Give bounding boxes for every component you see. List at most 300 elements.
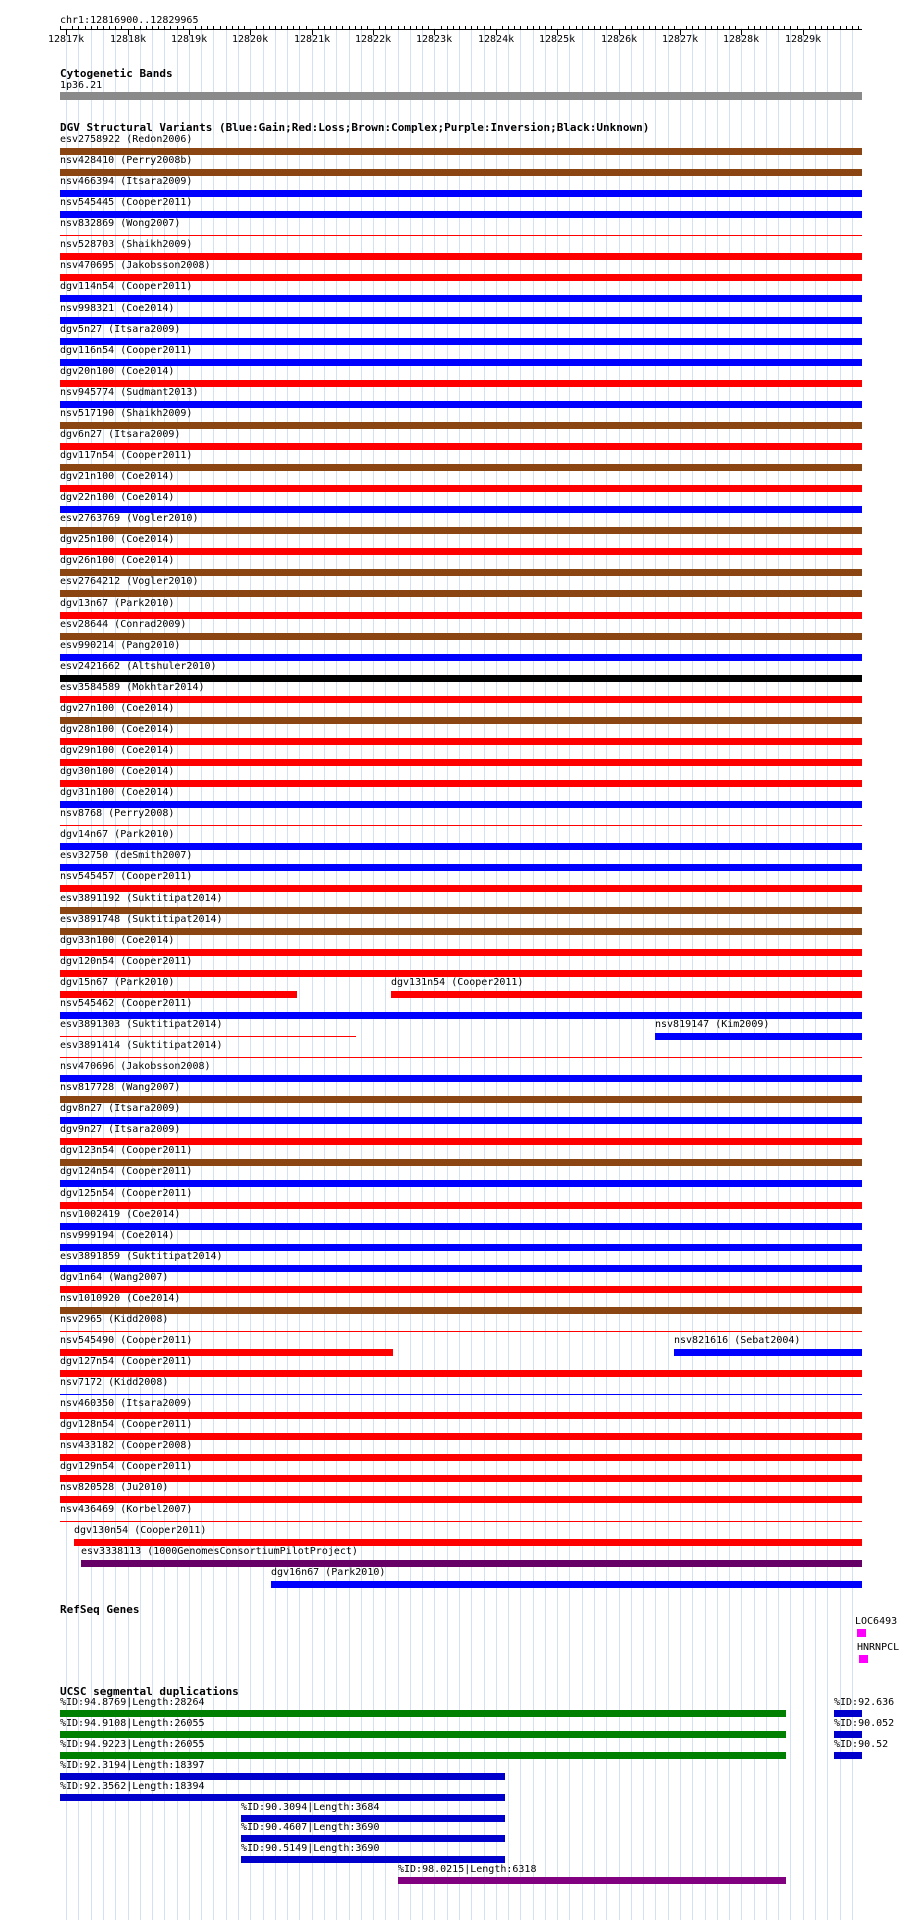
ruler-tick: [72, 26, 73, 29]
ruler-tick: [508, 26, 509, 29]
sv-feature[interactable]: [60, 443, 862, 450]
segdup-feature[interactable]: [398, 1877, 786, 1884]
sv-feature[interactable]: [60, 1202, 862, 1209]
segdup-label: %ID:98.0215|Length:6318: [398, 1864, 537, 1876]
segdup-label: %ID:92.3562|Length:18394: [60, 1780, 205, 1792]
sv-label: dgv123n54 (Cooper2011): [60, 1145, 193, 1157]
gene-label: HNRNPCL: [857, 1642, 899, 1653]
sv-feature[interactable]: [60, 633, 862, 640]
sv-label: nsv999194 (Coe2014): [60, 1229, 175, 1241]
ruler-tick: [263, 26, 264, 29]
ruler-tick: [520, 26, 521, 29]
ruler-tick: [447, 26, 448, 29]
sv-label: dgv26n100 (Coe2014): [60, 555, 175, 567]
sv-label: dgv120n54 (Cooper2011): [60, 955, 193, 967]
sv-label: dgv128n54 (Cooper2011): [60, 1419, 193, 1431]
ruler-tick: [422, 26, 423, 29]
ruler-tick: [177, 26, 178, 29]
ruler-label: 12825k: [539, 34, 576, 45]
ruler-tick: [748, 26, 749, 29]
sv-label: dgv129n54 (Cooper2011): [60, 1461, 193, 1473]
sv-feature[interactable]: [60, 825, 862, 826]
ruler-tick: [815, 26, 816, 29]
ruler-tick: [287, 26, 288, 29]
ruler-tick: [717, 26, 718, 29]
ruler-tick: [833, 26, 834, 29]
ruler-tick: [606, 26, 607, 29]
ruler-tick: [391, 26, 392, 29]
ruler-tick: [840, 26, 841, 29]
sv-feature[interactable]: [60, 1244, 862, 1251]
sv-label: nsv470695 (Jakobsson2008): [60, 260, 211, 272]
sv-label: dgv5n27 (Itsara2009): [60, 323, 181, 335]
sv-feature[interactable]: [60, 235, 862, 236]
position-label: chr1:12816900..12829965: [60, 15, 199, 26]
sv-feature[interactable]: [674, 1349, 862, 1356]
ruler-tick: [631, 26, 632, 29]
ruler-tick: [158, 26, 159, 29]
sv-label: nsv998321 (Coe2014): [60, 302, 175, 314]
gene-label: LOC6493: [855, 1616, 898, 1627]
ruler-tick: [582, 26, 583, 29]
ruler-tick: [398, 26, 399, 29]
sv-label: nsv545445 (Cooper2011): [60, 197, 193, 209]
sv-label: esv28644 (Conrad2009): [60, 618, 187, 630]
ruler-tick: [85, 26, 86, 29]
sv-feature[interactable]: [60, 780, 862, 787]
sv-feature[interactable]: [60, 885, 862, 892]
dgv-title: DGV Structural Variants (Blue:Gain;Red:Loss;Brown:Complex;Purple:Inversion;Black:Unknown): [60, 121, 650, 134]
sv-feature[interactable]: [60, 190, 862, 197]
sv-feature[interactable]: [60, 590, 862, 597]
sv-feature[interactable]: [60, 1349, 393, 1356]
sv-label: dgv33n100 (Coe2014): [60, 934, 175, 946]
ruler-tick: [324, 26, 325, 29]
sv-feature[interactable]: [271, 1581, 862, 1588]
sv-feature[interactable]: [60, 1521, 862, 1522]
ruler-tick: [293, 26, 294, 29]
ruler-tick: [692, 26, 693, 29]
ruler-tick: [379, 26, 380, 29]
sv-feature[interactable]: [60, 506, 862, 513]
ruler-tick: [195, 26, 196, 29]
sv-feature[interactable]: [74, 1539, 862, 1546]
ruler-tick: [269, 26, 270, 29]
ruler-tick: [643, 26, 644, 29]
ruler-tick: [299, 26, 300, 29]
sv-feature[interactable]: [60, 548, 862, 555]
ruler-label: 12818k: [110, 34, 147, 45]
ruler-tick: [367, 26, 368, 29]
sv-feature[interactable]: [60, 1036, 356, 1037]
sv-label: dgv1n64 (Wang2007): [60, 1271, 169, 1283]
ruler-tick: [772, 26, 773, 29]
sv-feature[interactable]: [60, 380, 862, 387]
sv-feature[interactable]: [60, 696, 862, 703]
segdup-feature[interactable]: [60, 1731, 786, 1738]
segdup-feature[interactable]: [834, 1752, 862, 1759]
sv-feature[interactable]: [60, 1286, 862, 1293]
sv-label: dgv124n54 (Cooper2011): [60, 1166, 193, 1178]
sv-label: nsv466394 (Itsara2009): [60, 176, 193, 188]
segdup-label: %ID:94.8769|Length:28264: [60, 1697, 205, 1708]
segdup-label: %ID:90.3094|Length:3684: [241, 1801, 380, 1813]
segdup-label: %ID:90.5149|Length:3690: [241, 1843, 380, 1855]
sv-label: esv3891859 (Suktitipat2014): [60, 1250, 223, 1262]
ruler-tick: [318, 26, 319, 29]
sv-label: nsv1002419 (Coe2014): [60, 1208, 181, 1220]
sv-feature[interactable]: [60, 1057, 862, 1058]
ruler-tick: [477, 26, 478, 29]
ruler-tick: [385, 26, 386, 29]
ruler-tick: [201, 26, 202, 29]
ruler-tick: [625, 26, 626, 29]
ruler-tick: [668, 26, 669, 29]
segdup-feature[interactable]: [834, 1710, 862, 1717]
sv-label: dgv16n67 (Park2010): [271, 1566, 386, 1578]
ruler-tick: [760, 26, 761, 29]
ruler-tick: [170, 26, 171, 29]
ruler-tick: [545, 26, 546, 29]
segdup-feature[interactable]: [241, 1815, 505, 1822]
sv-label: nsv2965 (Kidd2008): [60, 1313, 169, 1325]
segdup-feature[interactable]: [60, 1794, 505, 1801]
sv-label: nsv545490 (Cooper2011): [60, 1334, 193, 1346]
ruler-tick: [502, 26, 503, 29]
sv-feature[interactable]: [60, 675, 862, 682]
sv-feature[interactable]: [391, 991, 862, 998]
ruler-tick: [484, 26, 485, 29]
sv-label: dgv27n100 (Coe2014): [60, 702, 175, 714]
sv-feature[interactable]: [60, 569, 862, 576]
sv-label: esv3891192 (Suktitipat2014): [60, 892, 223, 904]
sv-label: esv3584589 (Mokhtar2014): [60, 681, 205, 693]
ruler-tick: [256, 26, 257, 29]
ruler-tick: [183, 26, 184, 29]
ruler-tick: [637, 26, 638, 29]
ruler-tick: [336, 26, 337, 29]
ruler-tick: [441, 26, 442, 29]
ruler-tick: [705, 26, 706, 29]
sv-feature[interactable]: [60, 738, 862, 745]
ruler-tick: [140, 26, 141, 29]
ruler-label: 12823k: [416, 34, 453, 45]
sv-label: dgv6n27 (Itsara2009): [60, 428, 181, 440]
sv-feature[interactable]: [60, 612, 862, 619]
sv-feature[interactable]: [60, 654, 862, 661]
sv-label: dgv125n54 (Cooper2011): [60, 1187, 193, 1199]
sv-feature[interactable]: [60, 1223, 862, 1230]
sv-label: esv2421662 (Altshuler2010): [60, 660, 217, 672]
ruler-tick: [60, 26, 61, 29]
sv-feature[interactable]: [60, 1412, 862, 1419]
sv-feature[interactable]: [60, 422, 862, 429]
sv-feature[interactable]: [60, 253, 862, 260]
ruler-tick: [428, 26, 429, 29]
segdup-label: %ID:94.9223|Length:26055: [60, 1738, 205, 1750]
sv-feature[interactable]: [60, 485, 862, 492]
ruler-tick: [852, 26, 853, 29]
ruler-tick: [809, 26, 810, 29]
sv-label: nsv517190 (Shaikh2009): [60, 407, 193, 419]
sv-feature[interactable]: [60, 864, 862, 871]
sv-label: nsv832869 (Wong2007): [60, 218, 181, 230]
ruler-tick: [612, 26, 613, 29]
sv-feature[interactable]: [60, 1096, 862, 1103]
ruler-tick: [576, 26, 577, 29]
ruler-tick: [674, 26, 675, 29]
sv-label: dgv8n27 (Itsara2009): [60, 1103, 181, 1115]
sv-feature[interactable]: [60, 970, 862, 977]
segdup-label: %ID:92.3194|Length:18397: [60, 1759, 205, 1771]
ruler-tick: [238, 26, 239, 29]
sv-feature[interactable]: [60, 1394, 862, 1395]
sv-label: nsv1010920 (Coe2014): [60, 1292, 181, 1304]
sv-label: esv3338113 (1000GenomesConsortiumPilotProject): [81, 1545, 358, 1557]
ruler-tick: [588, 26, 589, 29]
sv-label: nsv817728 (Wang2007): [60, 1082, 181, 1094]
ruler-tick: [846, 26, 847, 29]
ruler-tick: [797, 26, 798, 29]
ruler-tick: [232, 26, 233, 29]
sv-feature[interactable]: [60, 527, 862, 534]
ruler-tick: [342, 26, 343, 29]
sv-feature[interactable]: [60, 1370, 862, 1377]
ruler-label: 12817k: [48, 34, 85, 45]
ruler-tick: [655, 26, 656, 29]
ruler-tick: [146, 26, 147, 29]
ruler-tick: [539, 26, 540, 29]
sv-label: dgv29n100 (Coe2014): [60, 745, 175, 757]
sv-feature[interactable]: [60, 169, 862, 176]
gene-feature[interactable]: [859, 1655, 868, 1663]
sv-label: dgv21n100 (Coe2014): [60, 471, 175, 483]
sv-feature[interactable]: [60, 148, 862, 155]
ruler-tick: [91, 26, 92, 29]
ruler-tick: [244, 26, 245, 29]
ruler-tick: [827, 26, 828, 29]
ruler-tick: [490, 26, 491, 29]
sv-label: dgv130n54 (Cooper2011): [74, 1524, 207, 1536]
ruler-tick: [306, 26, 307, 29]
ruler-tick: [471, 26, 472, 29]
sv-feature[interactable]: [60, 359, 862, 366]
ruler-tick: [465, 26, 466, 29]
sv-label: nsv545457 (Cooper2011): [60, 871, 193, 883]
refseq-title: RefSeq Genes: [60, 1603, 140, 1616]
sv-label: nsv436469 (Korbel2007): [60, 1503, 193, 1515]
cytoband-bar[interactable]: [60, 92, 862, 100]
ruler-tick: [533, 26, 534, 29]
ruler-label: 12822k: [355, 34, 392, 45]
ruler-tick: [330, 26, 331, 29]
sv-label: dgv30n100 (Coe2014): [60, 766, 175, 778]
ruler-tick: [527, 26, 528, 29]
segdup-feature[interactable]: [241, 1856, 505, 1863]
sv-label: nsv460350 (Itsara2009): [60, 1398, 193, 1410]
sv-feature[interactable]: [60, 211, 862, 218]
ruler-tick: [778, 26, 779, 29]
sv-feature[interactable]: [60, 464, 862, 471]
ruler-tick: [416, 26, 417, 29]
ruler-tick: [514, 26, 515, 29]
sv-label: nsv7172 (Kidd2008): [60, 1377, 169, 1389]
sv-feature[interactable]: [60, 1307, 862, 1314]
sv-label: esv2764212 (Vogler2010): [60, 576, 199, 588]
segdup-feature[interactable]: [241, 1835, 505, 1842]
sv-label: esv990214 (Pang2010): [60, 639, 181, 651]
ruler-tick: [164, 26, 165, 29]
ruler-tick: [766, 26, 767, 29]
cytoband-title: Cytogenetic Bands: [60, 67, 173, 80]
sv-label: nsv433182 (Cooper2008): [60, 1440, 193, 1452]
ruler-tick: [220, 26, 221, 29]
sv-label: dgv22n100 (Coe2014): [60, 492, 175, 504]
sv-feature[interactable]: [60, 1012, 862, 1019]
sv-label: dgv117n54 (Cooper2011): [60, 450, 193, 462]
ruler-tick: [551, 26, 552, 29]
sv-feature[interactable]: [60, 843, 862, 850]
ruler-tick: [207, 26, 208, 29]
segdup-title: UCSC segmental duplications: [60, 1685, 239, 1698]
sv-label: dgv31n100 (Coe2014): [60, 787, 175, 799]
sv-label: esv2758922 (Redon2006): [60, 134, 193, 145]
sv-feature[interactable]: [60, 1117, 862, 1124]
sv-feature[interactable]: [60, 1496, 862, 1503]
sv-feature[interactable]: [60, 274, 862, 281]
ruler-tick: [152, 26, 153, 29]
ruler-tick: [711, 26, 712, 29]
sv-feature[interactable]: [60, 1159, 862, 1166]
sv-feature[interactable]: [60, 1331, 862, 1332]
sv-label: nsv819147 (Kim2009): [655, 1018, 770, 1030]
segdup-label: %ID:90.052: [834, 1717, 895, 1729]
cytoband-label: 1p36.21: [60, 80, 103, 91]
ruler-label: 12820k: [232, 34, 269, 45]
sv-feature[interactable]: [60, 1265, 862, 1272]
sv-feature[interactable]: [60, 1075, 862, 1082]
ruler-tick: [275, 26, 276, 29]
ruler-tick: [723, 26, 724, 29]
sv-feature[interactable]: [81, 1560, 862, 1567]
ruler-tick: [735, 26, 736, 29]
ruler-tick: [649, 26, 650, 29]
sv-label: esv3891414 (Suktitipat2014): [60, 1040, 223, 1051]
sv-feature[interactable]: [60, 1138, 862, 1145]
ruler-tick: [410, 26, 411, 29]
segdup-label: %ID:92.636: [834, 1697, 895, 1708]
ruler-tick: [213, 26, 214, 29]
ruler-tick: [754, 26, 755, 29]
sv-label: dgv9n27 (Itsara2009): [60, 1124, 181, 1136]
sv-feature[interactable]: [60, 1180, 862, 1187]
sv-label: nsv820528 (Ju2010): [60, 1482, 169, 1494]
segdup-label: %ID:94.9108|Length:26055: [60, 1717, 205, 1729]
sv-label: nsv428410 (Perry2008b): [60, 155, 193, 167]
ruler-tick: [78, 26, 79, 29]
sv-label: esv3891303 (Suktitipat2014): [60, 1018, 223, 1030]
sv-label: nsv470696 (Jakobsson2008): [60, 1061, 211, 1073]
sv-label: dgv25n100 (Coe2014): [60, 534, 175, 546]
segdup-feature[interactable]: [60, 1752, 786, 1759]
sv-feature[interactable]: [60, 401, 862, 408]
sv-feature[interactable]: [60, 1454, 862, 1461]
sv-feature[interactable]: [60, 717, 862, 724]
segdup-feature[interactable]: [834, 1731, 862, 1738]
ruler-tick: [594, 26, 595, 29]
sv-label: dgv28n100 (Coe2014): [60, 723, 175, 735]
ruler-label: 12821k: [294, 34, 331, 45]
ruler-tick: [784, 26, 785, 29]
ruler-tick: [134, 26, 135, 29]
ruler-label: 12829k: [785, 34, 822, 45]
ruler-label: 12826k: [601, 34, 638, 45]
gene-feature[interactable]: [857, 1629, 866, 1637]
sv-feature[interactable]: [60, 759, 862, 766]
sv-label: dgv131n54 (Cooper2011): [391, 976, 524, 988]
sv-label: esv2763769 (Vogler2010): [60, 513, 199, 525]
ruler-tick: [686, 26, 687, 29]
ruler-tick: [281, 26, 282, 29]
ruler-tick: [453, 26, 454, 29]
sv-label: esv3891748 (Suktitipat2014): [60, 913, 223, 925]
sv-label: dgv114n54 (Cooper2011): [60, 281, 193, 293]
ruler-tick: [355, 26, 356, 29]
ruler-tick: [361, 26, 362, 29]
sv-feature[interactable]: [60, 907, 862, 914]
sv-feature[interactable]: [60, 1433, 862, 1440]
sv-label: nsv821616 (Sebat2004): [674, 1334, 801, 1346]
sv-label: dgv14n67 (Park2010): [60, 829, 175, 841]
segdup-label: %ID:90.4607|Length:3690: [241, 1822, 380, 1834]
sv-feature[interactable]: [655, 1033, 862, 1040]
ruler-tick: [662, 26, 663, 29]
sv-feature[interactable]: [60, 949, 862, 956]
sv-label: dgv116n54 (Cooper2011): [60, 344, 193, 356]
segdup-feature[interactable]: [60, 1710, 786, 1717]
sv-label: nsv528703 (Shaikh2009): [60, 239, 193, 251]
segdup-label: %ID:90.52: [834, 1738, 889, 1750]
sv-feature[interactable]: [60, 801, 862, 808]
sv-label: esv32750 (deSmith2007): [60, 850, 193, 862]
sv-label: nsv545462 (Cooper2011): [60, 997, 193, 1009]
segdup-feature[interactable]: [60, 1773, 505, 1780]
sv-label: dgv15n67 (Park2010): [60, 976, 175, 988]
ruler-tick: [97, 26, 98, 29]
ruler-tick: [103, 26, 104, 29]
ruler-tick: [459, 26, 460, 29]
sv-feature[interactable]: [60, 338, 862, 345]
ruler-tick: [563, 26, 564, 29]
sv-feature[interactable]: [60, 991, 297, 998]
ruler-label: 12824k: [478, 34, 515, 45]
sv-label: dgv20n100 (Coe2014): [60, 365, 175, 377]
sv-feature[interactable]: [60, 1475, 862, 1482]
ruler-tick: [569, 26, 570, 29]
sv-feature[interactable]: [60, 295, 862, 302]
sv-label: dgv13n67 (Park2010): [60, 597, 175, 609]
ruler-tick: [729, 26, 730, 29]
sv-label: nsv945774 (Sudmant2013): [60, 386, 199, 398]
sv-feature[interactable]: [60, 317, 862, 324]
ruler-tick: [600, 26, 601, 29]
ruler-label: 12827k: [662, 34, 699, 45]
sv-label: dgv127n54 (Cooper2011): [60, 1356, 193, 1368]
ruler-tick: [404, 26, 405, 29]
ruler-tick: [790, 26, 791, 29]
ruler-label: 12828k: [723, 34, 760, 45]
sv-feature[interactable]: [60, 928, 862, 935]
